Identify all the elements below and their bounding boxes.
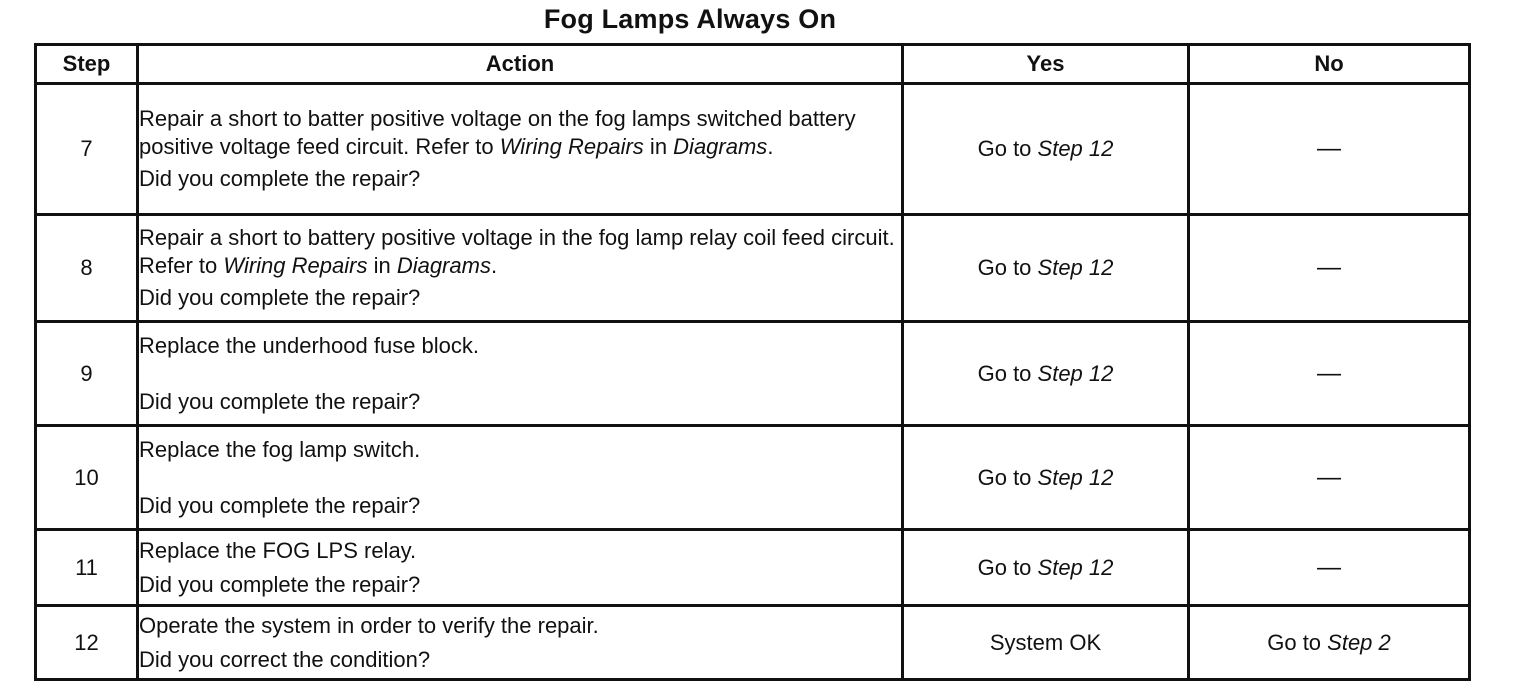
action-text-in: in bbox=[367, 253, 397, 278]
action-question: Did you complete the repair? bbox=[139, 285, 421, 310]
yes-step-link: Step 12 bbox=[1037, 255, 1114, 280]
action-cell bbox=[138, 322, 903, 426]
page-title: Fog Lamps Always On bbox=[543, 4, 837, 34]
no-cell bbox=[1189, 606, 1470, 680]
yes-prefix: Go to bbox=[977, 136, 1038, 161]
table-row-step-7 bbox=[36, 84, 1470, 215]
action-ref-diagrams: Diagrams bbox=[396, 253, 491, 278]
action-text: Replace the underhood fuse block. bbox=[139, 332, 480, 358]
action-spacer bbox=[139, 464, 901, 492]
action-spacer bbox=[139, 360, 901, 388]
action-cell bbox=[138, 215, 903, 322]
action-question: Did you correct the condition? bbox=[139, 646, 431, 672]
table-row-step-12 bbox=[36, 606, 1470, 680]
action-cell bbox=[138, 84, 903, 215]
action-question: Did you complete the repair? bbox=[139, 571, 421, 597]
action-text: Replace the fog lamp switch. bbox=[139, 436, 421, 462]
action-cell bbox=[138, 426, 903, 530]
yes-cell bbox=[903, 84, 1189, 215]
action-ref-diagrams: Diagrams bbox=[673, 134, 768, 159]
step-number: 7 bbox=[36, 84, 138, 215]
action-cell bbox=[138, 606, 903, 680]
yes-step-link: Step 12 bbox=[1037, 360, 1114, 386]
diagnostic-table bbox=[34, 43, 1471, 681]
yes-cell bbox=[903, 426, 1189, 530]
yes-prefix: Go to bbox=[977, 554, 1038, 580]
step-number: 9 bbox=[36, 322, 138, 426]
action-text-end: . bbox=[490, 253, 498, 278]
action-text-end: . bbox=[767, 134, 774, 159]
action-question: Did you complete the repair? bbox=[139, 492, 421, 518]
step-number: 11 bbox=[36, 530, 138, 606]
yes-cell bbox=[903, 215, 1189, 322]
yes-cell: System OK bbox=[903, 606, 1189, 680]
yes-cell bbox=[903, 530, 1189, 606]
header-no: No bbox=[1189, 45, 1470, 84]
action-text: Operate the system in order to verify the repair. bbox=[139, 612, 599, 638]
action-text: Repair a short to batter positive voltage on the fog lamps switched battery positive voltage feed circuit. Refer to bbox=[139, 106, 856, 159]
action-text: Repair a short to battery positive voltage in the fog lamp relay coil feed circuit. Refer to bbox=[139, 225, 895, 278]
step-number: 10 bbox=[36, 426, 138, 530]
yes-prefix: Go to bbox=[977, 255, 1038, 280]
action-text: Replace the FOG LPS relay. bbox=[139, 537, 417, 563]
header-yes: Yes bbox=[903, 45, 1189, 84]
action-ref-wiring-repairs: Wiring Repairs bbox=[223, 253, 368, 278]
header-row bbox=[36, 45, 1470, 84]
action-question: Did you complete the repair? bbox=[139, 166, 421, 191]
table-row-step-10 bbox=[36, 426, 1470, 530]
table-row-step-8 bbox=[36, 215, 1470, 322]
no-prefix: Go to bbox=[1267, 629, 1328, 655]
action-cell bbox=[138, 530, 903, 606]
no-cell: — bbox=[1189, 530, 1470, 606]
action-ref-wiring-repairs: Wiring Repairs bbox=[499, 134, 644, 159]
yes-cell bbox=[903, 322, 1189, 426]
action-question: Did you complete the repair? bbox=[139, 388, 421, 414]
step-number: 12 bbox=[36, 606, 138, 680]
table-row-step-9 bbox=[36, 322, 1470, 426]
yes-step-link: Step 12 bbox=[1037, 136, 1114, 161]
no-cell: — bbox=[1189, 426, 1470, 530]
no-cell: — bbox=[1189, 322, 1470, 426]
yes-prefix: Go to bbox=[977, 360, 1038, 386]
yes-step-link: Step 12 bbox=[1037, 464, 1114, 490]
header-action: Action bbox=[138, 45, 903, 84]
yes-prefix: Go to bbox=[977, 464, 1038, 490]
header-step: Step bbox=[36, 45, 138, 84]
no-step-link: Step 2 bbox=[1327, 629, 1391, 655]
table-row-step-11 bbox=[36, 530, 1470, 606]
action-text-in: in bbox=[643, 134, 674, 159]
step-number: 8 bbox=[36, 215, 138, 322]
no-cell: — bbox=[1189, 215, 1470, 322]
yes-step-link: Step 12 bbox=[1037, 554, 1114, 580]
no-cell: — bbox=[1189, 84, 1470, 215]
